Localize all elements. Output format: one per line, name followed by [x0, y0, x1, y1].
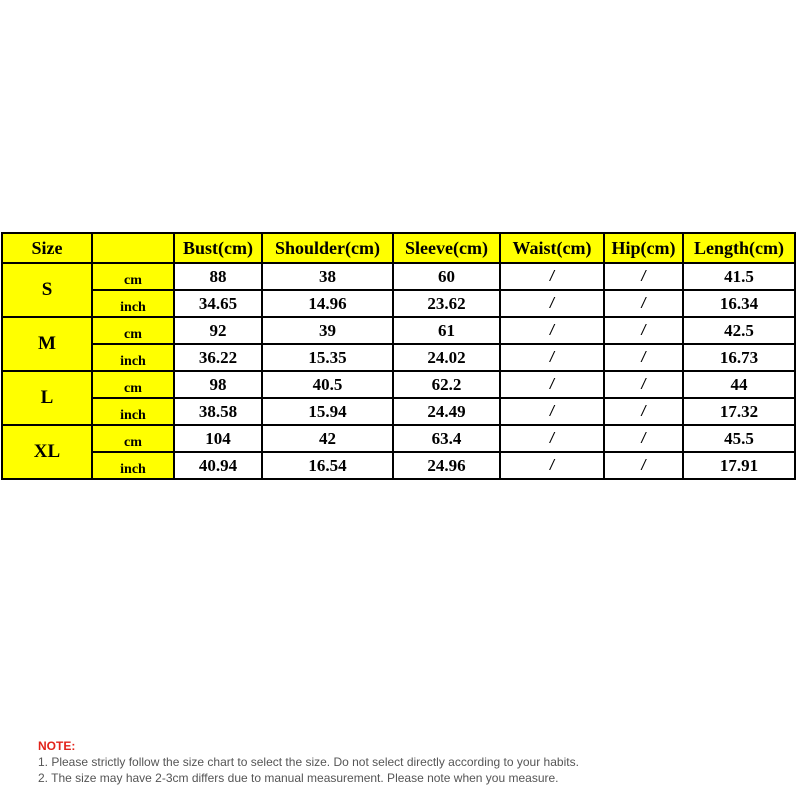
- cell-shoulder-inch: 15.35: [262, 344, 393, 371]
- table-row: [2, 425, 795, 452]
- cell-bust-cm: 98: [174, 371, 262, 398]
- cell-hip-cm: /: [604, 263, 683, 290]
- header-unit: [92, 233, 174, 263]
- cell-shoulder-cm: 42: [262, 425, 393, 452]
- cell-length-inch: 17.91: [683, 452, 795, 479]
- table-row: [2, 398, 795, 425]
- cell-length-cm: 44: [683, 371, 795, 398]
- cell-bust-inch: 38.58: [174, 398, 262, 425]
- size-label: L: [2, 371, 92, 425]
- note-line-1: 1. Please strictly follow the size chart to select the size. Do not select directly according to your habits.: [38, 755, 579, 769]
- unit-label-inch: inch: [92, 452, 174, 479]
- note-title: NOTE:: [38, 739, 76, 753]
- cell-sleeve-cm: 62.2: [393, 371, 500, 398]
- cell-shoulder-cm: 38: [262, 263, 393, 290]
- unit-label-cm: cm: [92, 317, 174, 344]
- cell-waist-inch: /: [500, 344, 604, 371]
- table-row: [2, 344, 795, 371]
- cell-sleeve-cm: 63.4: [393, 425, 500, 452]
- cell-hip-inch: /: [604, 290, 683, 317]
- table-row: [2, 317, 795, 344]
- cell-sleeve-inch: 24.49: [393, 398, 500, 425]
- cell-length-inch: 16.73: [683, 344, 795, 371]
- cell-shoulder-inch: 15.94: [262, 398, 393, 425]
- size-label: XL: [2, 425, 92, 479]
- cell-shoulder-inch: 14.96: [262, 290, 393, 317]
- cell-sleeve-cm: 60: [393, 263, 500, 290]
- cell-hip-cm: /: [604, 371, 683, 398]
- cell-bust-inch: 40.94: [174, 452, 262, 479]
- cell-length-inch: 16.34: [683, 290, 795, 317]
- cell-waist-cm: /: [500, 317, 604, 344]
- cell-bust-inch: 36.22: [174, 344, 262, 371]
- table-row: [2, 452, 795, 479]
- cell-bust-cm: 104: [174, 425, 262, 452]
- cell-waist-inch: /: [500, 290, 604, 317]
- unit-label-inch: inch: [92, 290, 174, 317]
- header-shoulder: Shoulder(cm): [262, 233, 393, 263]
- unit-label-inch: inch: [92, 398, 174, 425]
- size-chart-table: [1, 232, 796, 480]
- cell-sleeve-inch: 24.02: [393, 344, 500, 371]
- table-row: [2, 371, 795, 398]
- cell-waist-cm: /: [500, 263, 604, 290]
- cell-shoulder-inch: 16.54: [262, 452, 393, 479]
- cell-bust-cm: 88: [174, 263, 262, 290]
- header-hip: Hip(cm): [604, 233, 683, 263]
- table-row: [2, 263, 795, 290]
- header-sleeve: Sleeve(cm): [393, 233, 500, 263]
- size-label: M: [2, 317, 92, 371]
- cell-length-cm: 45.5: [683, 425, 795, 452]
- header-bust: Bust(cm): [174, 233, 262, 263]
- cell-waist-inch: /: [500, 452, 604, 479]
- cell-hip-cm: /: [604, 425, 683, 452]
- cell-shoulder-cm: 39: [262, 317, 393, 344]
- cell-hip-cm: /: [604, 317, 683, 344]
- note-line-2: 2. The size may have 2-3cm differs due to manual measurement. Please note when you measure.: [38, 771, 559, 785]
- header-row: [2, 233, 795, 263]
- unit-label-cm: cm: [92, 263, 174, 290]
- cell-bust-cm: 92: [174, 317, 262, 344]
- cell-sleeve-inch: 24.96: [393, 452, 500, 479]
- header-size: Size: [2, 233, 92, 263]
- cell-shoulder-cm: 40.5: [262, 371, 393, 398]
- unit-label-cm: cm: [92, 371, 174, 398]
- size-label: S: [2, 263, 92, 317]
- cell-hip-inch: /: [604, 452, 683, 479]
- unit-label-cm: cm: [92, 425, 174, 452]
- cell-sleeve-inch: 23.62: [393, 290, 500, 317]
- cell-length-cm: 41.5: [683, 263, 795, 290]
- unit-label-inch: inch: [92, 344, 174, 371]
- header-length: Length(cm): [683, 233, 795, 263]
- cell-waist-cm: /: [500, 425, 604, 452]
- cell-waist-inch: /: [500, 398, 604, 425]
- cell-bust-inch: 34.65: [174, 290, 262, 317]
- cell-hip-inch: /: [604, 398, 683, 425]
- cell-length-cm: 42.5: [683, 317, 795, 344]
- cell-hip-inch: /: [604, 344, 683, 371]
- size-note: [38, 738, 778, 786]
- cell-length-inch: 17.32: [683, 398, 795, 425]
- table-row: [2, 290, 795, 317]
- header-waist: Waist(cm): [500, 233, 604, 263]
- cell-sleeve-cm: 61: [393, 317, 500, 344]
- cell-waist-cm: /: [500, 371, 604, 398]
